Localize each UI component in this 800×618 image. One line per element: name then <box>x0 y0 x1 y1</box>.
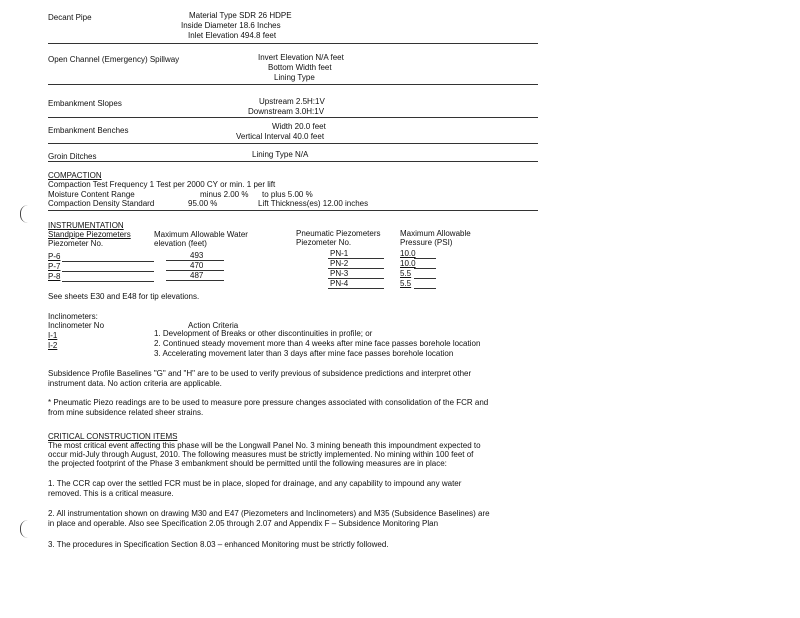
density-value: 95.00 % <box>188 199 218 208</box>
elevation-header: Maximum Allowable Water <box>154 230 248 239</box>
standpipe-line <box>62 271 154 272</box>
standpipe-elev: 493 <box>190 251 204 260</box>
pneumatic-header: Pneumatic Piezometers <box>296 229 381 238</box>
slopes-upstream: Upstream 2.5H:1V <box>259 97 325 106</box>
pneumatic-no: PN-2 <box>330 259 349 268</box>
pneumatic-no: PN-3 <box>330 269 349 278</box>
moisture-label: Moisture Content Range <box>48 190 135 199</box>
pressure-subheader: Pressure (PSI) <box>400 238 453 247</box>
slopes-label: Embankment Slopes <box>48 99 122 108</box>
pneumatic-psi: 10.0 <box>400 249 416 258</box>
critical-intro: occur mid-July through August, 2010. The following measures must be strictly implemented. No mining within 100 feet of <box>48 450 474 459</box>
rule-decant <box>48 43 538 44</box>
pressure-header: Maximum Allowable <box>400 229 471 238</box>
inclinometer-item: I-1 <box>48 331 58 340</box>
rule-compaction <box>48 210 538 211</box>
standpipe-header: Standpipe Piezometers <box>48 230 131 239</box>
density-label: Compaction Density Standard <box>48 199 155 208</box>
pneumatic-psi-line <box>414 288 436 289</box>
standpipe-elev: 487 <box>190 271 204 280</box>
elevation-subheader: elevation (feet) <box>154 239 207 248</box>
margin-mark-top <box>20 205 29 223</box>
standpipe-elev: 470 <box>190 261 204 270</box>
critical-heading: CRITICAL CONSTRUCTION ITEMS <box>48 432 178 441</box>
action-criterion: 1. Development of Breaks or other discontinuities in profile; or <box>154 329 373 338</box>
standpipe-line <box>62 261 154 262</box>
subsidence-note-cont: instrument data. No action criteria are applicable. <box>48 379 222 388</box>
pneumatic-no: PN-1 <box>330 249 349 258</box>
margin-mark-bottom <box>20 520 29 538</box>
inclinometers-heading: Inclinometers: <box>48 312 98 321</box>
pneumatic-no: PN-4 <box>330 279 349 288</box>
inclinometer-no-header: Inclinometer No <box>48 321 105 330</box>
spillway-label: Open Channel (Emergency) Spillway <box>48 55 180 64</box>
critical-item-3: 3. The procedures in Specification Section 8.03 – enhanced Monitoring must be strictly followed. <box>48 540 389 549</box>
pneumatic-psi-line <box>414 268 436 269</box>
benches-width: Width 20.0 feet <box>272 122 326 131</box>
critical-item-2-cont: in place and operable. Also see Specification 2.05 through 2.07 and Appendix F – Subsidence Monitoring Plan <box>48 519 439 528</box>
ditches-label: Groin Ditches <box>48 152 97 161</box>
pneumatic-psi-line <box>414 278 436 279</box>
action-criteria-header: Action Criteria <box>188 321 239 330</box>
piezo-note: * Pneumatic Piezo readings are to be used to measure pore pressure changes associated with consolidation of the FCR and <box>48 398 489 407</box>
instrumentation-heading: INSTRUMENTATION <box>48 221 124 230</box>
critical-intro: The most critical event affecting this phase will be the Longwall Panel No. 3 mining beneath this impoundment expected to <box>48 441 481 450</box>
benches-interval: Vertical Interval 40.0 feet <box>236 132 325 141</box>
action-criterion: 3. Accelerating movement later than 3 days after mine face passes borehole location <box>154 349 454 358</box>
compaction-frequency: Compaction Test Frequency 1 Test per 2000 CY or min. 1 per lift <box>48 180 276 189</box>
rule-ditches <box>48 161 538 162</box>
lift-thickness: Lift Thickness(es) 12.00 inches <box>258 199 369 208</box>
rule-benches <box>48 143 538 144</box>
standpipe-no: P-6 <box>48 252 61 261</box>
decant-pipe-label: Decant Pipe <box>48 13 92 22</box>
pneumatic-psi: 10.0 <box>400 259 416 268</box>
decant-material: Material Type SDR 26 HDPE <box>189 11 292 20</box>
inclinometer-item: I-2 <box>48 341 58 350</box>
critical-intro: the projected footprint of the Phase 3 embankment should be permitted until the following measures are in place: <box>48 459 447 468</box>
critical-item-2: 2. All instrumentation shown on drawing M30 and E47 (Piezometers and Inclinometers) and M35 (Subsidence Baselines) are <box>48 509 490 518</box>
decant-elevation: Inlet Elevation 494.8 feet <box>188 31 277 40</box>
rule-slopes <box>48 117 538 118</box>
critical-item-1-cont: removed. This is a critical measure. <box>48 489 174 498</box>
spillway-bottom: Bottom Width feet <box>268 63 332 72</box>
compaction-heading: COMPACTION <box>48 171 102 180</box>
action-criterion: 2. Continued steady movement more than 4 weeks after mine face passes borehole location <box>154 339 481 348</box>
pneumatic-psi-line <box>414 258 436 259</box>
pneumatic-line <box>328 288 384 289</box>
pneumatic-subheader: Piezometer No. <box>296 238 352 247</box>
piezo-note-cont: from mine subsidence related sheer strains. <box>48 408 204 417</box>
standpipe-no: P-8 <box>48 272 61 281</box>
see-sheets-note: See sheets E30 and E48 for tip elevations. <box>48 292 200 301</box>
standpipe-line <box>62 281 154 282</box>
rule-spillway <box>48 84 538 85</box>
critical-item-1: 1. The CCR cap over the settled FCR must be in place, sloped for drainage, and any capability to impound any water <box>48 479 462 488</box>
pneumatic-psi: 5.5 <box>400 269 412 278</box>
spillway-lining: Lining Type <box>274 73 315 82</box>
pneumatic-psi: 5.5 <box>400 279 412 288</box>
spillway-invert: Invert Elevation N/A feet <box>258 53 344 62</box>
moisture-minus: minus 2.00 % <box>200 190 249 199</box>
standpipe-no: P-7 <box>48 262 61 271</box>
subsidence-note: Subsidence Profile Baselines "G" and "H" are to be used to verify previous of subsidence predictions and interpret other <box>48 369 472 378</box>
standpipe-elev-line <box>166 280 224 281</box>
moisture-plus: to plus 5.00 % <box>262 190 313 199</box>
benches-label: Embankment Benches <box>48 126 129 135</box>
standpipe-subheader: Piezometer No. <box>48 239 104 248</box>
ditches-lining: Lining Type N/A <box>252 150 309 159</box>
decant-diameter: Inside Diameter 18.6 Inches <box>181 21 281 30</box>
slopes-downstream: Downstream 3.0H:1V <box>248 107 325 116</box>
